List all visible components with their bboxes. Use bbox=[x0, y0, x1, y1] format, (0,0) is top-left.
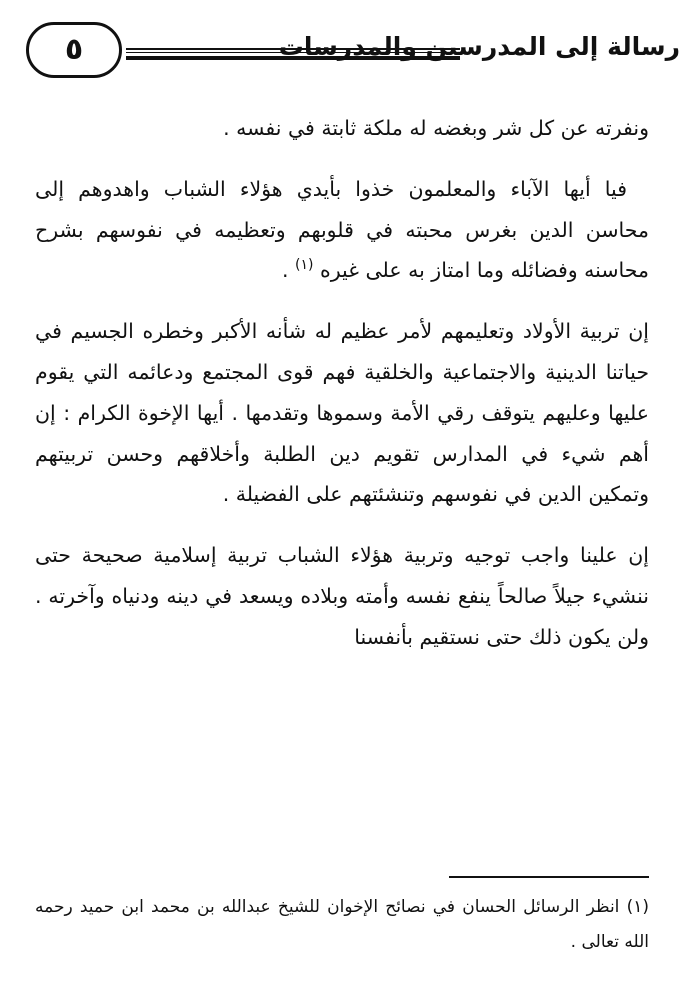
footnote: (١) انظر الرسائل الحسان في نصائح الإخوان للشيخ عبدالله بن محمد ابن حميد رحمه الله تعالى . bbox=[35, 897, 649, 952]
paragraph-4 bbox=[35, 535, 649, 657]
page-header bbox=[26, 22, 680, 82]
running-title: رسالة إلى المدرسين والمدرسات bbox=[278, 32, 680, 61]
footnote-reference: (١) bbox=[294, 257, 314, 274]
paragraph-tail: . bbox=[281, 258, 295, 283]
footnote-separator bbox=[449, 876, 649, 878]
paragraph-text: ونفرته عن كل شر وبغضه له ملكة ثابتة في نفسه . bbox=[223, 116, 649, 140]
header-rule bbox=[126, 48, 460, 60]
page-number: ٥ bbox=[26, 22, 122, 78]
paragraph-2 bbox=[35, 169, 649, 291]
paragraph-text: إن تربية الأولاد وتعليمهم لأمر عظيم له شأنه الأكبر وخطره الجسيم في حياتنا الدينية والاجتماعية والخلقية فهم قوى المجتمع ودعائمه التي يقوم عليها وعليهم يتوقف رقي الأمة وسموها وتقدمها . أيها الإخوة الكرام : إن أهم شيء في المدارس تقويم دين الطلبة وأخلاقهم وحسن تربيتهم وتمكين الدين في نفوسهم وتنشئتهم على الفضيلة . bbox=[35, 319, 649, 507]
body-text bbox=[35, 108, 649, 678]
paragraph-text: إن علينا واجب توجيه وتربية هؤلاء الشباب تربية إسلامية صحيحة حتى ننشيء جيلاً صالحاً ينفع نفسه وأمته وبلاده ويسعد في دينه ودنياه وآخرته . ولن يكون ذلك حتى نستقيم بأنفسنا bbox=[35, 543, 649, 649]
paragraph-text: فيا أيها الآباء والمعلمون خذوا بأيدي هؤلاء الشباب واهدوهم إلى محاسن الدين بغرس محبته في قلوبهم وتعظيمه في نفوسهم بشرح محاسنه وفضائله وما امتاز به على غيره bbox=[35, 176, 649, 283]
paragraph-1 bbox=[35, 108, 649, 149]
paragraph-3 bbox=[35, 311, 649, 515]
